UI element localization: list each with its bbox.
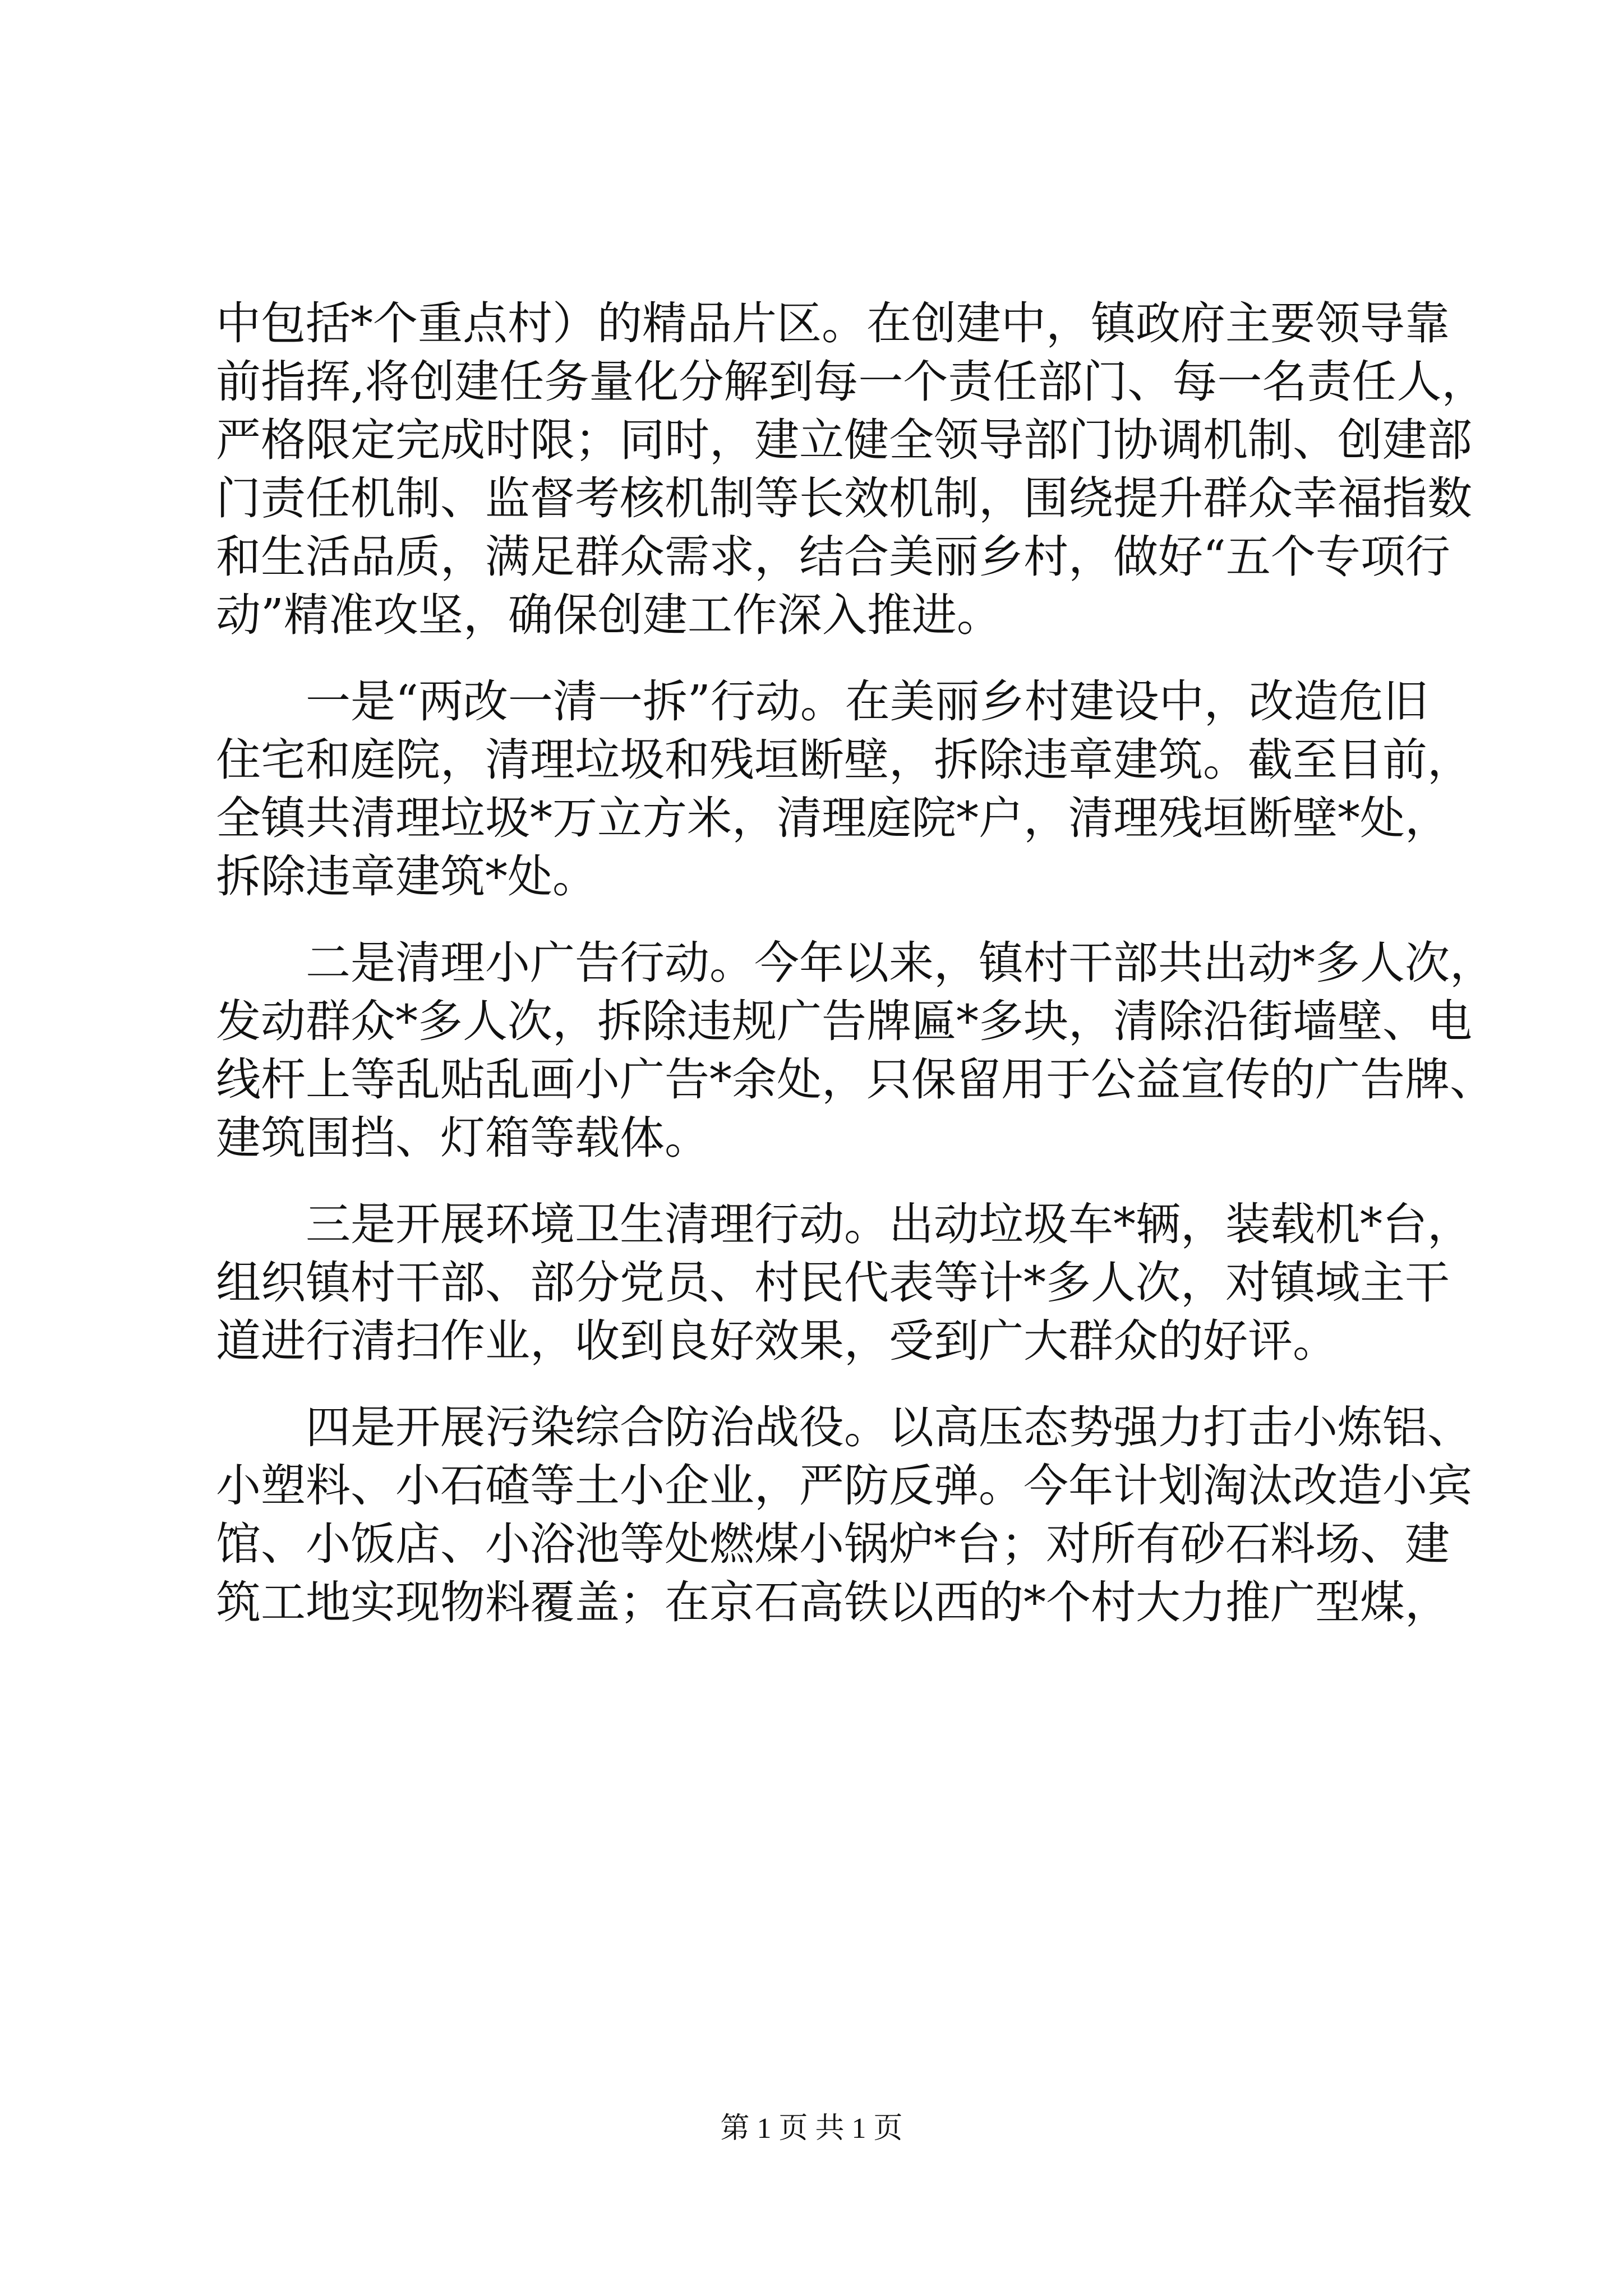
paragraph-item-one — [216, 673, 1472, 906]
paragraph-item-two — [216, 934, 1495, 1167]
page-footer — [0, 2109, 1623, 2148]
text-line: 三是开展环境卫生清理行动。出动垃圾车*辆，装载机*台， — [216, 1198, 1472, 1250]
text-line: 严格限定完成时限；同时，建立健全领导部门协调机制、创建部 — [216, 414, 1472, 466]
text-line: 道进行清扫作业，收到良好效果，受到广大群众的好评。 — [216, 1315, 1338, 1367]
text-line: 四是开展污染综合防治战役。以高压态势强力打击小炼铝、 — [216, 1401, 1472, 1453]
page-number: 第 1 页 共 1 页 — [720, 2113, 903, 2145]
text-line: 建筑围挡、灯箱等载体。 — [216, 1112, 709, 1164]
paragraph-item-four — [216, 1398, 1472, 1632]
text-line: 动”精准攻坚，确保创建工作深入推进。 — [216, 589, 1002, 641]
text-line: 筑工地实现物料覆盖；在京石高铁以西的*个村大力推广型煤， — [216, 1576, 1450, 1628]
text-line: 馆、小饭店、小浴池等处燃煤小锅炉*台；对所有砂石料场、建 — [216, 1518, 1450, 1570]
text-line: 小塑料、小石碴等土小企业，严防反弹。今年计划淘汰改造小宾 — [216, 1460, 1472, 1512]
text-line: 拆除违章建筑*处。 — [216, 850, 597, 903]
paragraph-item-three — [216, 1195, 1472, 1370]
text-line: 二是清理小广告行动。今年以来，镇村干部共出动*多人次， — [216, 937, 1495, 989]
text-line: 中包括*个重点村）的精品片区。在创建中，镇政府主要领导靠 — [216, 297, 1450, 349]
text-line: 组织镇村干部、部分党员、村民代表等计*多人次，对镇域主干 — [216, 1257, 1450, 1309]
paragraph-intro — [216, 295, 1487, 645]
text-line: 住宅和庭院，清理垃圾和残垣断壁，拆除违章建筑。截至目前， — [216, 734, 1472, 786]
text-line: 线杆上等乱贴乱画小广告*余处，只保留用于公益宣传的广告牌、 — [216, 1053, 1495, 1106]
text-line: 一是“两改一清一拆”行动。在美丽乡村建设中，改造危旧 — [216, 675, 1428, 728]
text-line: 门责任机制、监督考核机制等长效机制，围绕提升群众幸福指数 — [216, 472, 1472, 524]
text-line: 全镇共清理垃圾*万立方米，清理庭院*户，清理残垣断壁*处， — [216, 792, 1450, 844]
text-line: 发动群众*多人次，拆除违规广告牌匾*多块，清除沿街墙壁、电 — [216, 995, 1472, 1047]
document-body — [216, 295, 1495, 1632]
text-line: 和生活品质，满足群众需求，结合美丽乡村，做好“五个专项行 — [216, 531, 1450, 583]
text-line: 前指挥,将创建任务量化分解到每一个责任部门、每一名责任人， — [216, 356, 1487, 408]
